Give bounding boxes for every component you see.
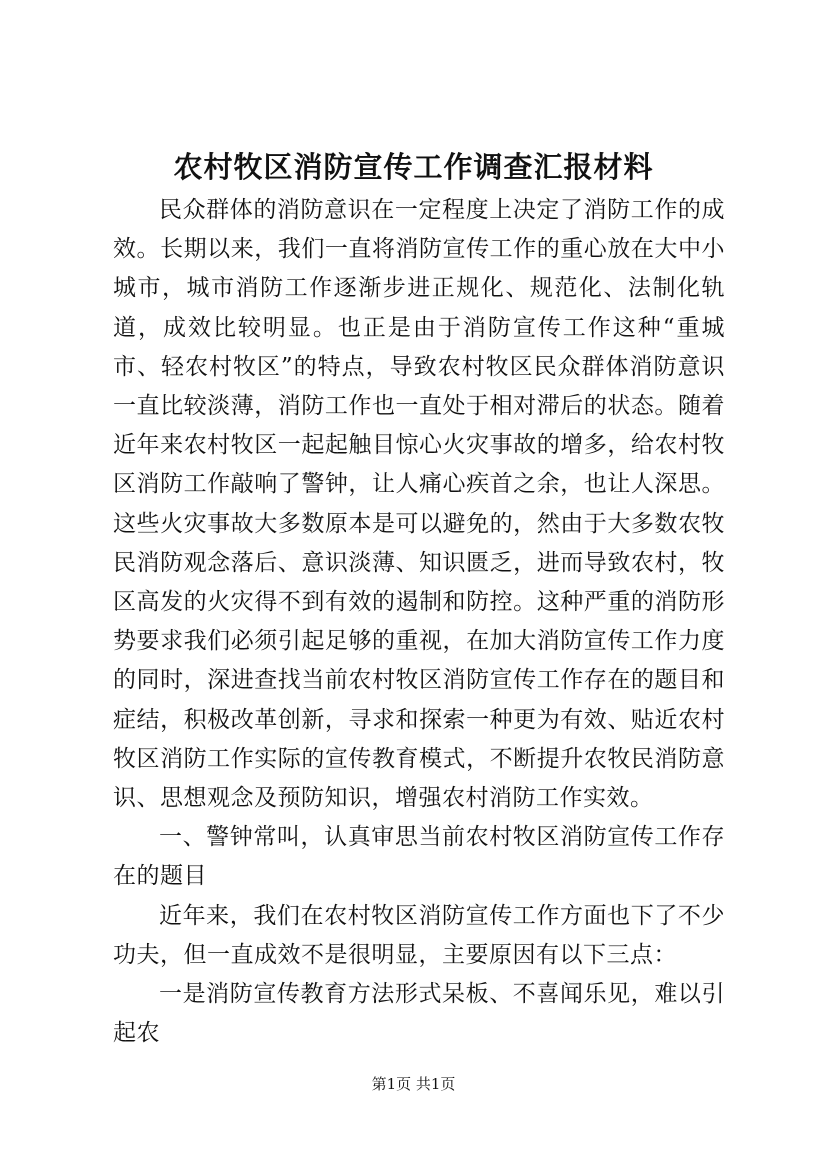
paragraph-intro: 民众群体的消防意识在一定程度上决定了消防工作的成效。长期以来，我们一直将消防宣传工作的重心放在大中小城市，城市消防工作逐渐步进正规化、规范化、法制化轨道，成效比较明显。也正是由于消防宣传工作这种“重城市、轻农村牧区”的特点，导致农村牧区民众群体消防意识一直比较淡薄，消防工作也一直处于相对滞后的状态。随着近年来农村牧区一起起触目惊心火灾事故的增多，给农村牧区消防工作敲响了警钟，让人痛心疾首之余，也让人深思。这些火灾事故大多数原本是可以避免的，然由于大多数农牧民消防观念落后、意识淡薄、知识匮乏，进而导致农村，牧区高发的火灾得不到有效的遏制和防控。这种严重的消防形势要求我们必须引起足够的重视，在加大消防宣传工作力度的同时，深进查找当前农村牧区消防宣传工作存在的题目和症结，积极改革创新，寻求和探索一种更为有效、贴近农村牧区消防工作实际的宣传教育模式，不断提升农牧民消防意识、思想观念及预防知识，增强农村消防工作实效。 — [113, 197, 725, 812]
paragraph-section-1: 近年来，我们在农村牧区消防宣传工作方面也下了不少功夫，但一直成效不是很明显，主要原因有以下三点： — [113, 902, 725, 968]
section-heading-1: 一、警钟常叫，认真审思当前农村牧区消防宣传工作存在的题目 — [113, 824, 725, 890]
document-title: 农村牧区消防宣传工作调查汇报材料 — [173, 150, 654, 184]
page-footer: 第1页 共1页 — [371, 1075, 456, 1093]
document-body — [113, 191, 725, 1053]
paragraph-point-1: 一是消防宣传教育方法形式呆板、不喜闻乐见，难以引起农 — [113, 981, 725, 1047]
